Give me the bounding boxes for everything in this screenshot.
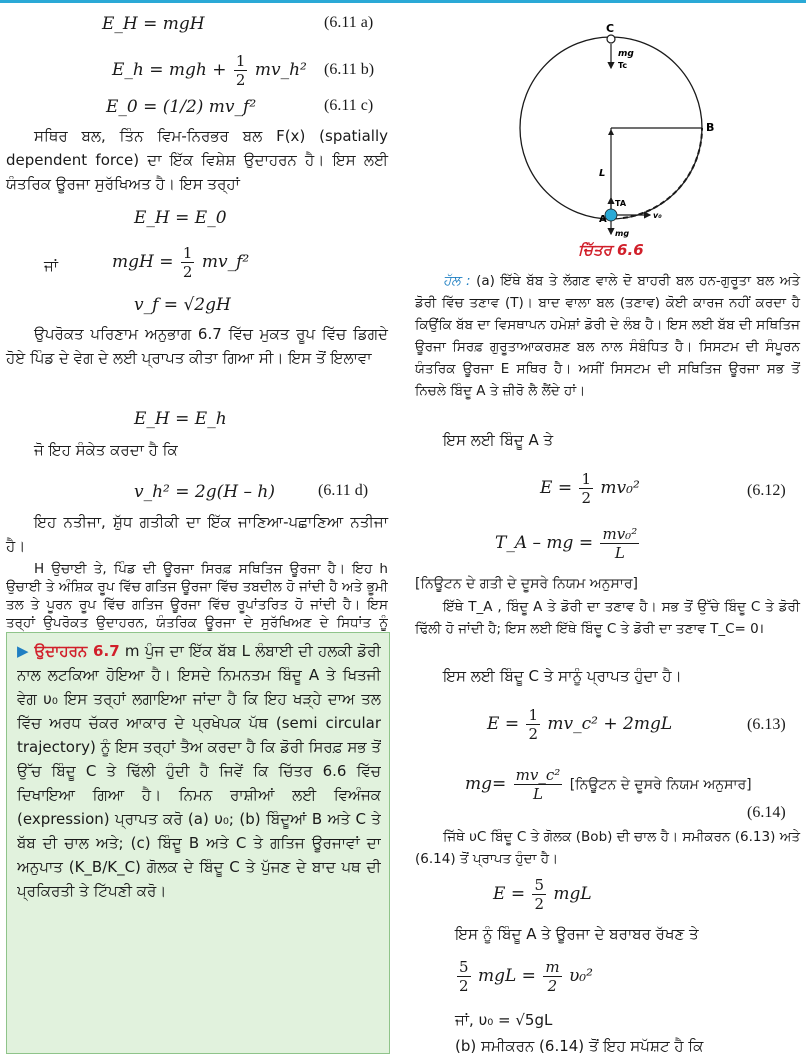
fraction-half: $\frac{1}{2}$ xyxy=(528,706,539,743)
equate-text: ਇਸ ਨੂੰ ਬਿੰਦੂ A ਤੇ ਊਰਜਾ ਦੇ ਬਰਾਬਰ ਰੱਖਣ ਤੇ xyxy=(455,925,699,943)
equation-number: (6.11 d) xyxy=(318,482,369,499)
bob-path-dashed xyxy=(623,128,702,218)
equation-number: (6.11 b) xyxy=(324,61,375,78)
equation-6-12: E = $\frac{1}{2}$ mv₀² xyxy=(540,470,640,507)
label-mg-top: mg xyxy=(618,49,634,59)
paragraph-5: H ਉਚਾਈ ਤੇ, ਪਿੰਡ ਦੀ ਊਰਜਾ ਸਿਰਫ਼ ਸਥਿਤਿਜ ਊਰਜਾ ਹੈ। ਇਹ h ਉਚਾਈ ਤੇ ਅੰਸ਼ਿਕ ਰੂਪ ਵਿੱਚ ਗਤਿਜ ਊਰਜਾ ਵਿੱਚ ਤਬਦੀਲ ਹੋ ਜਾਂਦੀ ਹੈ ਅਤੇ ਭੂਮੀ ਤਲ ਤੇ ਪੂਰਨ ਰੂਪ ਵਿੱਚ ਗਤਿਜ ਊਰਜਾ ਵਿੱਚ ਰੂਪਾਂਤਰਿਤ ਹੋ ਜਾਂਦੀ ਹੈ। ਇਸ ਤਰ੍ਹਾਂ ਉਪਰੋਕਤ ਉਦਾਹਰਨ, ਯੰਤਰਿਕ ਊਰਜਾ ਦੇ ਸੁਰੱਖਿਅਣ ਦੇ ਸਿਧਾਂਤ ਨੂੰ xyxy=(6,561,388,631)
at-A-text: ਇਸ ਲਈ ਬਿੰਦੂ A ਤੇ xyxy=(443,431,554,449)
or-label: ਜਾਂ xyxy=(44,257,59,275)
equation-number: (6.12) xyxy=(747,482,786,499)
part-b-text: (b) ਸਮੀਕਰਨ (6.14) ਤੋਂ ਇਹ ਸਪੱਸ਼ਟ ਹੈ ਕਿ xyxy=(455,1037,704,1055)
label-mg-bottom: mg xyxy=(615,229,630,238)
solution-label: ਹੱਲ : xyxy=(443,273,471,289)
label-v0: v₀ xyxy=(653,211,662,220)
equation-6-11a: E_H = mgH xyxy=(102,14,205,34)
equation-EH-Eh: E_H = E_h xyxy=(134,409,227,429)
equation-number: (6.11 c) xyxy=(324,97,374,114)
label-L: L xyxy=(599,168,606,179)
top-rule xyxy=(0,0,806,3)
example-body: m ਪੁੰਜ ਦਾ ਇੱਕ ਬੱਬ L ਲੰਬਾਈ ਦੀ ਹਲਕੀ ਡੋਰੀ ਨਾਲ ਲਟਕਿਆ ਹੋਇਆ ਹੈ। ਇਸਦੇ ਨਿਮਨਤਮ ਬਿੰਦੂ A ਤੇ ਖਿਤਜੀ ਵੇਗ υ₀ ਇਸ ਤਰ੍ਹਾਂ ਲਗਾਇਆ ਜਾਂਦਾ ਹੈ ਕਿ ਇਹ ਖੜ੍ਹੇ ਦਾਅ ਤਲ ਵਿੱਚ ਅਰਧ ਚੱਕਰ ਆਕਾਰ ਦੇ ਪ੍ਰਖੇਪਕ ਪੱਥ (semi circular trajectory) ਨੂੰ ਇਸ ਤਰ੍ਹਾਂ ਤੈਅ ਕਰਦਾ ਹੈ ਕਿ ਡੋਰੀ ਸਿਰਫ਼ ਸਭ ਤੋਂ ਉੱਚ ਬਿੰਦੂ C ਤੇ ਢਿੱਲੀ ਹੁੰਦੀ ਹੈ ਜਿਵੇਂ ਕਿ ਚਿੱਤਰ 6.6 ਵਿੱਚ ਦਿਖਾਇਆ ਗਿਆ ਹੈ। ਨਿਮਨ ਰਾਸ਼ੀਆਂ ਲਈ ਵਿਅੰਜਕ (expression) ਪ੍ਰਾਪਤ ਕਰੋ (a) υ₀; (b) ਬਿੰਦੂਆਂ B ਅਤੇ C ਤੇ ਬੱਬ ਦੀ ਚਾਲ ਅਤੇ; (c) ਬਿੰਦੂ B ਅਤੇ C ਤੇ ਗਤਿਜ ਊਰਜਾਵਾਂ ਦਾ ਅਨੁਪਾਤ (K_B/K_C) ਗੋਲਕ ਦੇ ਬਿੰਦੂ C ਤੇ ਪੁੱਜਣ ਦੇ ਬਾਦ ਪਥ ਦੀ ਪ੍ਰਕਿਰਤੀ ਤੇ ਟਿੱਪਣੀ ਕਰੋ। xyxy=(17,642,381,900)
paragraph-1: ਸਥਿਰ ਬਲ, ਤਿੰਨ ਵਿਮ-ਨਿਰਭਰ ਬਲ F(x) (spatially dependent force) ਦਾ ਇੱਕ ਵਿਸ਼ੇਸ਼ ਉਦਾਹਰਨ ਹੈ। ਇਸ ਲਈ ਯੰਤਰਿਕ ਊਰਜਾ ਸੁਰੱਖਿਅਤ ਹੈ। ਇਸ ਤਰ੍ਹਾਂ xyxy=(6,127,388,193)
paragraph-3: ਜੋ ਇਹ ਸੰਕੇਤ ਕਰਦਾ ਹੈ ਕਿ xyxy=(34,441,178,459)
label-B: B xyxy=(706,121,715,134)
fraction-m-half: $\frac{m}{2}$ xyxy=(545,958,560,995)
equation-6-11c: E_0 = (1/2) mv_f² xyxy=(106,97,257,117)
equation-number: (6.13) xyxy=(747,716,786,733)
fraction: $\frac{\text{mv\_c²}}{L}$ xyxy=(515,766,561,803)
equation-6-11d: v_h² = 2g(H – h) xyxy=(134,482,275,502)
fraction-five-half: $\frac{5}{2}$ xyxy=(459,958,469,995)
fraction: $\frac{\text{mv₀²}}{L}$ xyxy=(602,525,638,562)
equation-6-13: E = $\frac{1}{2}$ mv_c² + 2mgL xyxy=(487,706,673,743)
at-C-text: ਇਸ ਲਈ ਬਿੰਦੂ C ਤੇ ਸਾਨੂੰ ਪ੍ਰਾਪਤ ਹੁੰਦਾ ਹੈ। xyxy=(443,667,682,685)
solution-text: (a) ਇੱਥੇ ਬੱਬ ਤੇ ਲੱਗਣ ਵਾਲੇ ਦੋ ਬਾਹਰੀ ਬਲ ਹਨ-ਗੁਰੂਤਾ ਬਲ ਅਤੇ ਡੋਰੀ ਵਿੱਚ ਤਣਾਵ (T)। ਬਾਦ ਵਾਲਾ ਬਲ (ਤਣਾਵ) ਕੋਈ ਕਾਰਜ ਨਹੀਂ ਕਰਦਾ ਹੈ ਕਿਉਂਕਿ ਬੱਬ ਦਾ ਵਿਸਥਾਪਨ ਹਮੇਸ਼ਾਂ ਡੋਰੀ ਦੇ ਲੰਬ ਹੈ। ਇਸ ਲਈ ਬੱਬ ਦੀ ਸਥਿਤਿਜ ਊਰਜਾ ਸਿਰਫ਼ ਗੁਰੂਤਾਆਕਰਸ਼ਣ ਬਲ ਨਾਲ ਸੰਬੰਧਿਤ ਹੈ। ਸਿਸਟਮ ਦੀ ਸੰਪੂਰਨ ਯੰਤਰਿਕ ਊਰਜਾ E ਸਥਿਰ ਹੈ। ਅਸੀਂ ਸਿਸਟਮ ਦੀ ਸਥਿਤਿਜ ਊਰਜਾ ਸਭ ਤੋਂ ਨਿਚਲੇ ਬਿੰਦੂ A ਤੇ ਜ਼ੀਰੋ ਲੈ ਲੈਂਦੇ ਹਾਂ। xyxy=(415,273,800,399)
play-arrow-icon: ▶ xyxy=(17,642,30,660)
figure-caption: ਚਿੱਤਰ 6.6 xyxy=(578,241,644,259)
equation-EH-E0: E_H = E_0 xyxy=(134,208,227,228)
equation-TA: T_A – mg = $\frac{\text{mv₀²}}{L}$ xyxy=(495,525,638,562)
label-TA: TA xyxy=(615,199,627,208)
equation-E-5-2: E = $\frac{5}{2}$ mgL xyxy=(493,876,592,913)
solution-paragraph xyxy=(415,270,800,402)
equation-number: (6.14) xyxy=(747,804,786,821)
fraction-half: $\frac{1}{2}$ xyxy=(581,470,592,507)
fraction-half: $\frac{1}{2}$ xyxy=(182,244,193,281)
label-Tc: Tc xyxy=(618,61,628,70)
vc-paragraph: ਜਿੱਥੇ υC ਬਿੰਦੂ C ਤੇ ਗੋਲਕ (Bob) ਦੀ ਚਾਲ ਹੈ। ਸਮੀਕਰਨ (6.13) ਅਤੇ (6.14) ਤੋਂ ਪ੍ਰਾਪਤ ਹੁੰਦਾ ਹੈ। xyxy=(415,829,800,867)
equation-6-14: mg= $\frac{\text{mv\_c²}}{L}$ [ਨਿਊਟਨ ਦੇ ਦੂਸਰੇ ਨਿਯਮ ਅਨੁਸਾਰ] xyxy=(465,766,752,803)
tension-paragraph: ਇੱਥੇ T_A , ਬਿੰਦੂ A ਤੇ ਡੋਰੀ ਦਾ ਤਣਾਵ ਹੈ। ਸਭ ਤੋਂ ਉੱਚੇ ਬਿੰਦੂ C ਤੇ ਡੋਰੀ ਢਿੱਲੀ ਹੋ ਜਾਂਦੀ ਹੈ; ਇਸ ਲਈ ਇੱਥੇ ਬਿੰਦੂ C ਤੇ ਡੋਰੀ ਦਾ ਤਣਾਵ T_C= 0। xyxy=(415,599,800,637)
newton-note: [ਨਿਊਟਨ ਦੇ ਗਤੀ ਦੇ ਦੂਸਰੇ ਨਿਯਮ ਅਨੁਸਾਰ] xyxy=(415,576,638,592)
example-text-block xyxy=(17,639,381,1049)
example-box xyxy=(6,632,390,1054)
example-title: ਉਦਾਹਰਨ 6.7 xyxy=(34,642,120,660)
equation-energy-equality: $\frac{5}{2}$ mgL = $\frac{m}{2}$ υ₀² xyxy=(459,958,593,995)
paragraph-2: ਉਪਰੋਕਤ ਪਰਿਣਾਮ ਅਨੁਭਾਗ 6.7 ਵਿੱਚ ਮੁਕਤ ਰੂਪ ਵਿੱਚ ਡਿਗਦੇ ਹੋਏ ਪਿੰਡ ਦੇ ਵੇਗ ਦੇ ਲਈ ਪ੍ਰਾਪਤ ਕੀਤਾ ਗਿਆ ਸੀ। ਇਸ ਤੋਂ ਇਲਾਵਾ xyxy=(6,325,388,367)
point-C-bob xyxy=(607,35,615,43)
paragraph-4: ਇਹ ਨਤੀਜਾ, ਸ਼ੁੱਧ ਗਤੀਕੀ ਦਾ ਇੱਕ ਜਾਣਿਆ-ਪਛਾਣਿਆ ਨਤੀਜਾ ਹੈ। xyxy=(6,513,388,555)
fraction-half: $\frac{1}{2}$ xyxy=(235,52,246,89)
equation-6-11b: E_h = mgh + $\frac{1}{2}$ mv_h² xyxy=(112,52,307,89)
equation-mgH: mgH = $\frac{1}{2}$ mv_f² xyxy=(112,244,250,281)
equation-number: (6.11 a) xyxy=(324,14,374,31)
fraction-five-half: $\frac{5}{2}$ xyxy=(534,876,545,913)
equation-vf: v_f = √2gH xyxy=(134,295,231,315)
label-A: A xyxy=(599,214,607,225)
point-A-bob xyxy=(605,209,617,221)
label-C: C xyxy=(606,22,615,35)
v0-result: ਜਾਂ, υ₀ = √5gL xyxy=(455,1011,553,1029)
figure-6-6-diagram xyxy=(415,10,800,280)
